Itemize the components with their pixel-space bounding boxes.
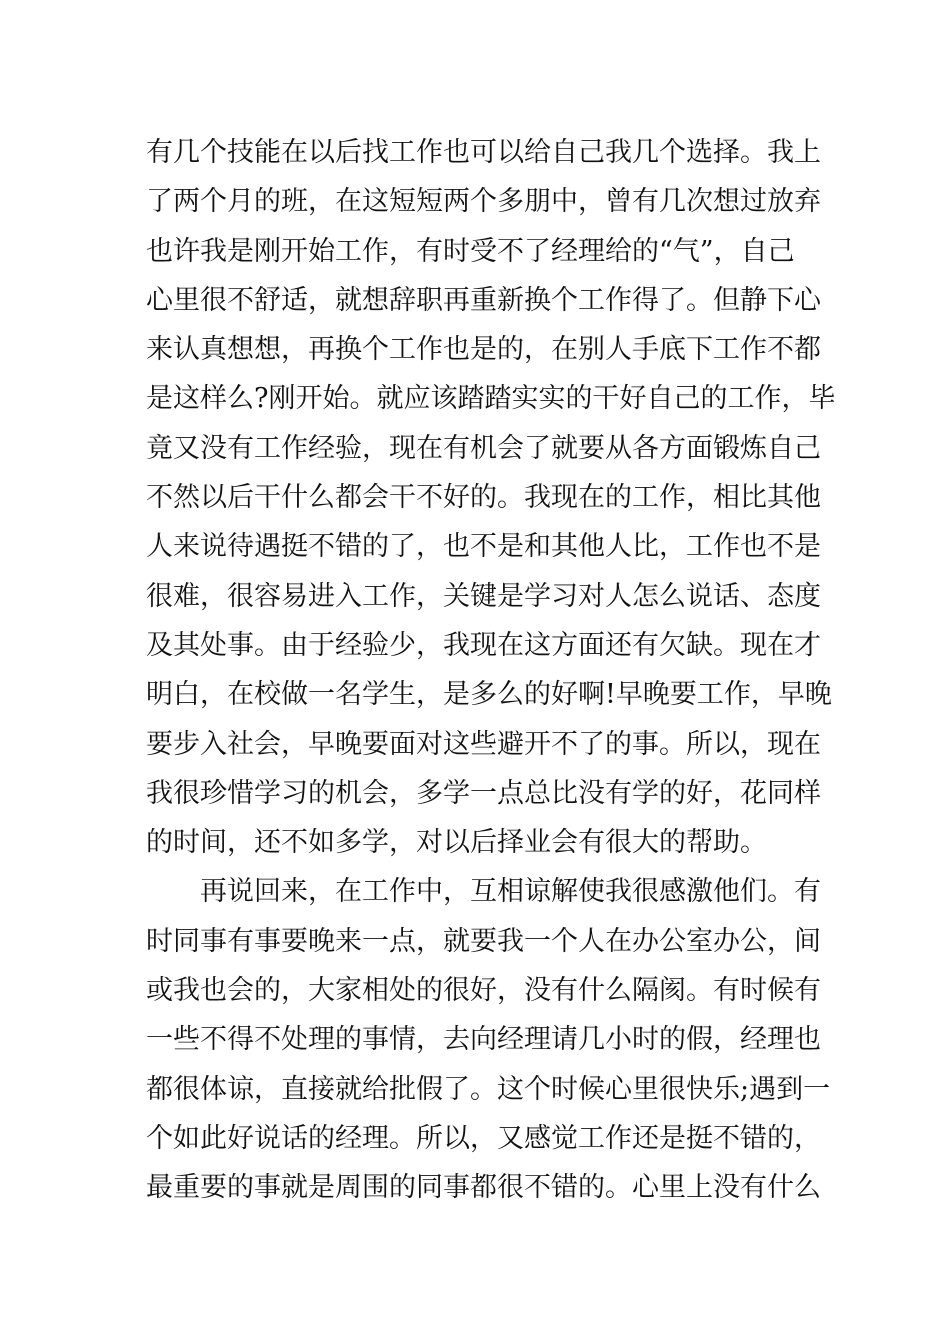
text-line: 要步入社会，早晚要面对这些避开不了的事。所以，现在 bbox=[146, 728, 821, 760]
text-line: 竟又没有工作经验，现在有机会了就要从各方面锻炼自己 bbox=[146, 432, 821, 464]
text-line: 了两个月的班，在这短短两个多朋中，曾有几次想过放弃 bbox=[146, 186, 821, 218]
paragraph-2 bbox=[146, 867, 831, 1212]
text-line: 很难，很容易进入工作，关键是学习对人怎么说话、态度 bbox=[146, 580, 821, 612]
text-line: 的时间，还不如多学，对以后择业会有很大的帮助。 bbox=[146, 827, 767, 859]
body-text bbox=[146, 128, 836, 1213]
text-line: 时同事有事要晚来一点，就要我一个人在办公室办公，间 bbox=[146, 925, 821, 957]
text-line: 明白，在校做一名学生，是多么的好啊!早晚要工作，早晚 bbox=[146, 679, 832, 711]
text-line: 不然以后干什么都会干不好的。我现在的工作，相比其他 bbox=[146, 482, 821, 514]
paragraph-1 bbox=[146, 128, 836, 867]
text-line: 及其处事。由于经验少，我现在这方面还有欠缺。现在才 bbox=[146, 629, 821, 661]
text-line: 也许我是刚开始工作，有时受不了经理给的“气”，自己 bbox=[146, 235, 795, 267]
text-line: 都很体谅，直接就给批假了。这个时候心里很快乐;遇到一 bbox=[146, 1073, 831, 1105]
text-line: 再说回来，在工作中，互相谅解使我很感激他们。有 bbox=[200, 876, 821, 908]
text-line: 有几个技能在以后找工作也可以给自己我几个选择。我上 bbox=[146, 137, 821, 168]
text-line: 来认真想想，再换个工作也是的，在别人手底下工作不都 bbox=[146, 334, 821, 366]
text-line: 心里很不舒适，就想辞职再重新换个工作得了。但静下心 bbox=[146, 284, 821, 316]
text-line: 最重要的事就是周围的同事都很不错的。心里上没有什么 bbox=[146, 1172, 821, 1204]
text-line: 一些不得不处理的事情，去向经理请几小时的假，经理也 bbox=[146, 1024, 821, 1056]
text-line: 个如此好说话的经理。所以，又感觉工作还是挺不错的， bbox=[146, 1122, 821, 1154]
text-line: 是这样么?刚开始。就应该踏踏实实的干好自己的工作，毕 bbox=[146, 383, 836, 415]
text-line: 我很珍惜学习的机会，多学一点总比没有学的好，花同样 bbox=[146, 777, 821, 809]
text-line: 人来说待遇挺不错的了，也不是和其他人比，工作也不是 bbox=[146, 531, 821, 563]
text-line: 或我也会的，大家相处的很好，没有什么隔阂。有时候有 bbox=[146, 975, 821, 1007]
